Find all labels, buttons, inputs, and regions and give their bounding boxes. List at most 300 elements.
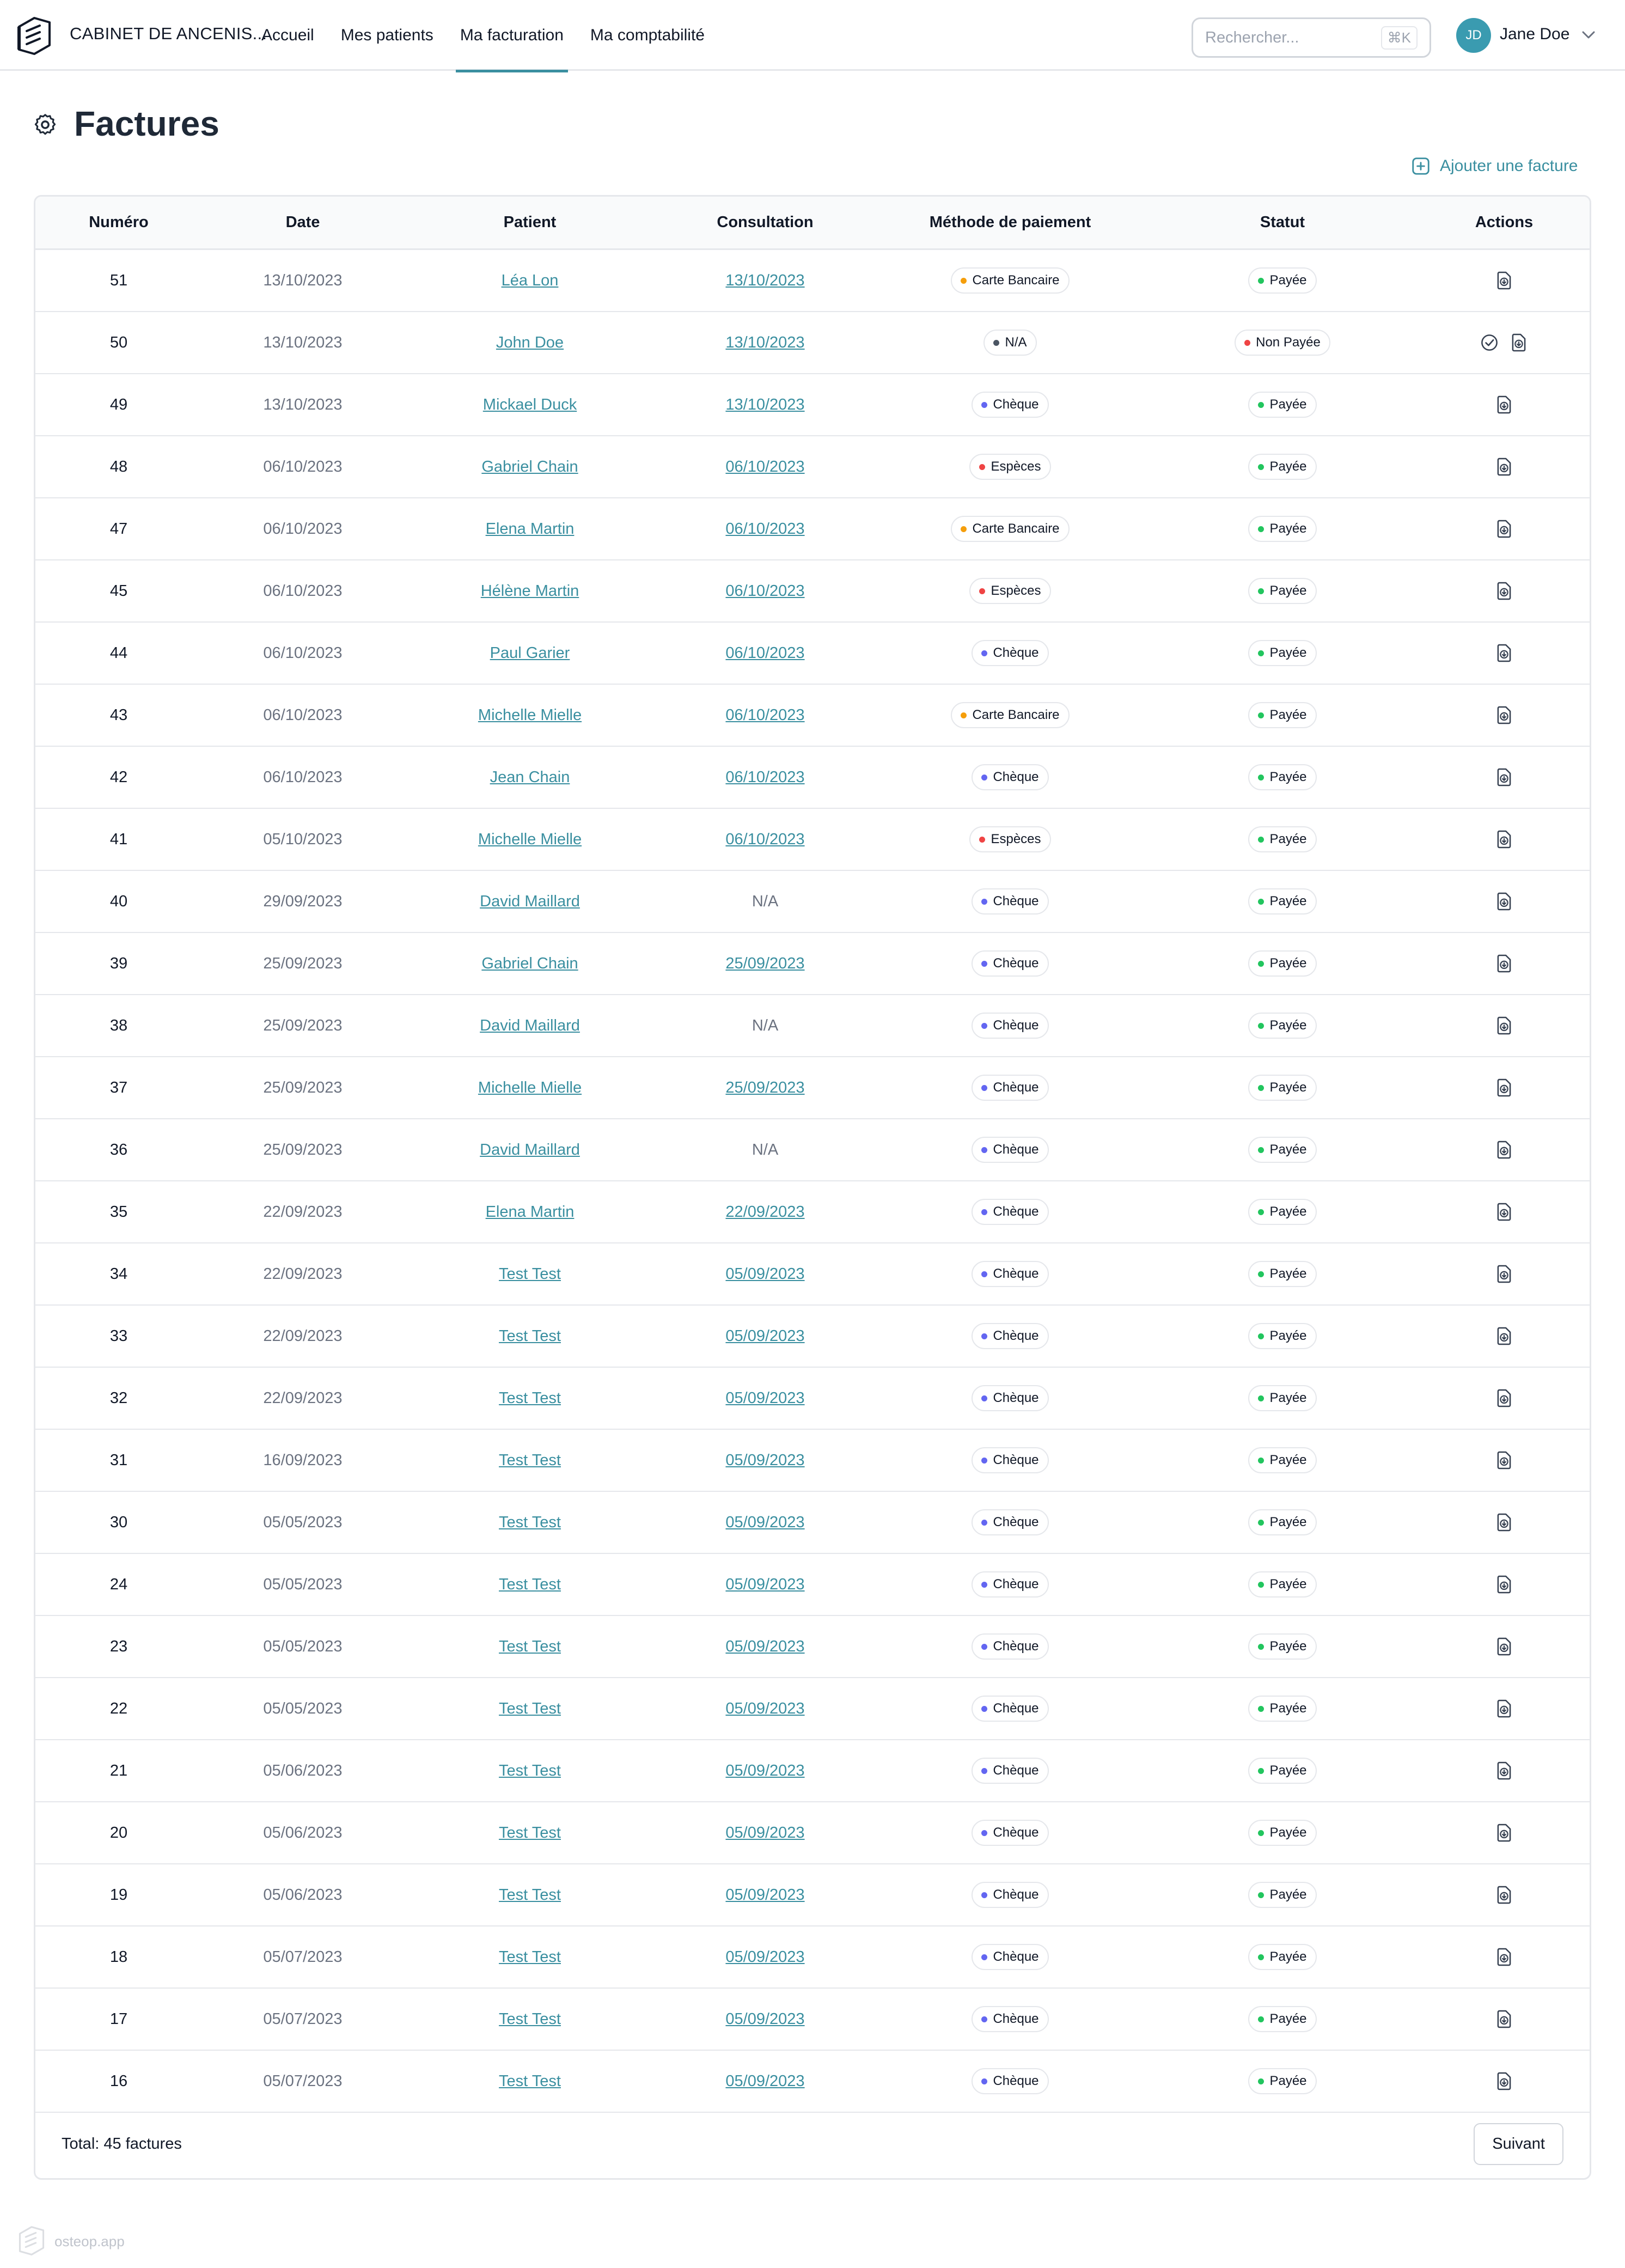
patient-link[interactable]: Léa Lon (501, 271, 559, 289)
patient-link[interactable]: Test Test (499, 1389, 561, 1407)
payment-method-dot (981, 775, 987, 781)
status-badge (1248, 516, 1316, 542)
payment-method-dot (981, 1023, 987, 1029)
actions-cell (1419, 1388, 1590, 1409)
actions-cell (1419, 1512, 1590, 1533)
status-cell (1146, 1261, 1419, 1287)
consultation-link[interactable]: 06/10/2023 (725, 768, 805, 786)
actions-cell (1419, 1450, 1590, 1471)
payment-method-label: Chèque (993, 2074, 1039, 2088)
payment-method-dot (981, 1706, 987, 1712)
payment-method-badge (969, 454, 1050, 480)
patient-link[interactable]: Test Test (499, 1513, 561, 1531)
status-dot (1258, 1395, 1264, 1401)
gear-icon (33, 112, 58, 137)
consultation-link[interactable]: 05/09/2023 (725, 1699, 805, 1717)
status-badge (1248, 1075, 1316, 1101)
payment-method-cell (874, 950, 1146, 977)
file-download-icon[interactable] (1494, 1264, 1514, 1284)
status-label: Payée (1269, 1142, 1307, 1157)
actions-cell (1419, 270, 1590, 291)
nav-ma-facturation[interactable]: Ma facturation (456, 0, 568, 71)
payment-method-cell (874, 1075, 1146, 1101)
invoice-date: 06/10/2023 (263, 644, 343, 662)
patient-link[interactable]: Michelle Mielle (478, 706, 582, 724)
file-download-icon[interactable] (1494, 1326, 1514, 1346)
status-label: Payée (1269, 1577, 1307, 1592)
consultation-cell (656, 334, 874, 352)
patient-cell (404, 458, 656, 476)
file-download-icon[interactable] (1494, 394, 1514, 415)
patient-link[interactable]: Paul Garier (490, 644, 570, 662)
payment-method-cell (874, 1820, 1146, 1846)
file-download-icon[interactable] (1494, 1947, 1514, 1967)
patient-cell (404, 831, 656, 849)
payment-method-cell (874, 1447, 1146, 1473)
status-cell (1146, 1571, 1419, 1598)
payment-method-label: Chèque (993, 1018, 1039, 1033)
file-download-icon[interactable] (1494, 1636, 1514, 1657)
patient-link[interactable]: Test Test (499, 1265, 561, 1283)
payment-method-cell (874, 2068, 1146, 2094)
payment-method-badge (972, 1323, 1048, 1349)
actions-cell (1419, 2071, 1590, 2092)
status-badge (1248, 1323, 1316, 1349)
invoice-date: 05/07/2023 (263, 2072, 343, 2090)
patient-cell (404, 1389, 656, 1407)
consultation-link[interactable]: 05/09/2023 (725, 1761, 805, 1779)
nav-accueil[interactable]: Accueil (261, 26, 314, 44)
file-download-icon[interactable] (1494, 1077, 1514, 1098)
invoice-number: 32 (109, 1389, 128, 1407)
patient-cell (404, 644, 656, 662)
patient-link[interactable]: Test Test (499, 1637, 561, 1655)
search-shortcut-badge: ⌘K (1381, 26, 1418, 50)
payment-method-badge (972, 1820, 1048, 1846)
status-badge (1248, 392, 1316, 418)
status-dot (1258, 2078, 1264, 2084)
file-download-icon[interactable] (1494, 456, 1514, 477)
payment-method-label: Chèque (993, 770, 1039, 784)
patient-link[interactable]: Gabriel Chain (481, 954, 578, 972)
payment-method-label: Espèces (991, 832, 1041, 846)
file-download-icon[interactable] (1494, 270, 1514, 291)
file-download-icon[interactable] (1494, 581, 1514, 601)
col-header-date: Date (285, 214, 320, 231)
status-badge (1248, 764, 1316, 790)
table-row (35, 498, 1590, 560)
actions-cell (1419, 953, 1590, 974)
status-badge (1248, 702, 1316, 728)
patient-cell (404, 955, 656, 973)
status-cell (1146, 1137, 1419, 1163)
status-cell (1146, 2006, 1419, 2032)
patient-link[interactable]: Test Test (499, 2072, 561, 2090)
payment-method-dot (981, 2078, 987, 2084)
payment-method-badge (972, 1013, 1048, 1039)
consultation-link[interactable]: 06/10/2023 (725, 830, 805, 848)
patient-link[interactable]: Michelle Mielle (478, 1078, 582, 1096)
patient-link[interactable]: Test Test (499, 1886, 561, 1904)
invoice-date: 06/10/2023 (263, 520, 343, 538)
payment-method-badge (972, 1758, 1048, 1784)
payment-method-label: Chèque (993, 1887, 1039, 1902)
consultation-link[interactable]: 05/09/2023 (725, 1637, 805, 1655)
table-row (35, 1492, 1590, 1554)
payment-method-badge (972, 1447, 1048, 1473)
status-badge (1248, 1633, 1316, 1660)
payment-method-label: Espèces (991, 583, 1041, 598)
invoice-number: 43 (109, 706, 128, 724)
table-row (35, 933, 1590, 995)
payment-method-dot (993, 340, 999, 346)
status-dot (1258, 464, 1264, 470)
status-label: Payée (1269, 397, 1307, 412)
file-download-icon[interactable] (1494, 1450, 1514, 1471)
status-cell (1146, 516, 1419, 542)
payment-method-dot (981, 1644, 987, 1650)
consultation-link[interactable]: 25/09/2023 (725, 954, 805, 972)
consultation-cell (656, 769, 874, 787)
payment-method-cell (874, 1882, 1146, 1908)
consultation-link[interactable]: 06/10/2023 (725, 644, 805, 662)
consultation-link[interactable]: 06/10/2023 (725, 520, 805, 538)
consultation-cell (656, 396, 874, 414)
consultation-link[interactable]: 13/10/2023 (725, 333, 805, 351)
actions-cell (1419, 519, 1590, 539)
patient-cell (404, 1886, 656, 1904)
status-badge (1248, 826, 1316, 852)
consultation-link[interactable]: 05/09/2023 (725, 1389, 805, 1407)
add-invoice-button[interactable] (1410, 156, 1578, 176)
payment-method-label: Chèque (993, 645, 1039, 660)
invoice-date: 05/05/2023 (263, 1513, 343, 1531)
status-label: Payée (1269, 1391, 1307, 1405)
status-badge (1248, 1261, 1316, 1287)
patient-cell (404, 1514, 656, 1532)
file-download-icon[interactable] (1494, 1885, 1514, 1905)
file-download-icon[interactable] (1494, 1388, 1514, 1409)
patient-link[interactable]: Test Test (499, 1699, 561, 1717)
actions-cell (1419, 1326, 1590, 1346)
consultation-link[interactable]: 13/10/2023 (725, 271, 805, 289)
status-dot (1258, 1209, 1264, 1215)
file-download-icon[interactable] (1494, 1202, 1514, 1222)
payment-method-label: Chèque (993, 1142, 1039, 1157)
payment-method-cell (874, 2006, 1146, 2032)
consultation-link[interactable]: 06/10/2023 (725, 582, 805, 600)
patient-link[interactable]: Test Test (499, 1948, 561, 1966)
consultation-link[interactable]: 13/10/2023 (725, 395, 805, 413)
table-row (35, 685, 1590, 747)
payment-method-badge (972, 1075, 1048, 1101)
payment-method-badge (972, 1261, 1048, 1287)
payment-method-dot (981, 961, 987, 967)
osteop-logo-icon[interactable] (15, 15, 54, 57)
col-header-consultation: Consultation (717, 214, 814, 231)
status-badge (1248, 1696, 1316, 1722)
file-download-icon[interactable] (1494, 1015, 1514, 1036)
patient-link[interactable]: David Maillard (480, 1016, 580, 1034)
consultation-na: N/A (752, 1141, 779, 1159)
actions-cell (1419, 1202, 1590, 1222)
payment-method-label: Chèque (993, 1515, 1039, 1529)
consultation-cell (656, 893, 874, 911)
invoice-date: 05/07/2023 (263, 2010, 343, 2028)
patient-link[interactable]: Elena Martin (485, 1203, 575, 1221)
invoice-date: 06/10/2023 (263, 706, 343, 724)
file-download-icon[interactable] (1494, 891, 1514, 912)
patient-link[interactable]: David Maillard (480, 892, 580, 910)
status-label: Payée (1269, 1949, 1307, 1964)
consultation-cell (656, 1576, 874, 1594)
patient-cell (404, 1017, 656, 1035)
file-download-icon[interactable] (1494, 2071, 1514, 2092)
patient-link[interactable]: Elena Martin (485, 520, 575, 538)
payment-method-dot (981, 1085, 987, 1091)
payment-method-badge (972, 888, 1048, 914)
consultation-cell (656, 1017, 874, 1035)
status-label: Payée (1269, 1453, 1307, 1467)
patient-link[interactable]: Hélène Martin (480, 582, 579, 600)
patient-link[interactable]: Gabriel Chain (481, 458, 578, 475)
payment-method-cell (874, 1509, 1146, 1535)
patient-link[interactable]: Test Test (499, 1327, 561, 1345)
status-label: Payée (1269, 583, 1307, 598)
search-box (1192, 17, 1431, 58)
actions-cell (1419, 581, 1590, 601)
payment-method-label: Chèque (993, 1266, 1039, 1281)
payment-method-badge (972, 1509, 1048, 1535)
patient-link[interactable]: David Maillard (480, 1141, 580, 1159)
table-row (35, 1989, 1590, 2051)
file-download-icon[interactable] (1494, 2009, 1514, 2029)
consultation-cell (656, 1265, 874, 1283)
status-dot (1258, 1768, 1264, 1774)
file-download-icon[interactable] (1494, 1822, 1514, 1843)
table-row (35, 1802, 1590, 1864)
table-row (35, 871, 1590, 933)
status-label: Payée (1269, 1515, 1307, 1529)
consultation-cell (656, 1700, 874, 1718)
status-badge (1248, 1013, 1316, 1039)
status-dot (1258, 1830, 1264, 1836)
payment-method-cell (874, 1385, 1146, 1411)
consultation-na: N/A (752, 892, 779, 910)
invoice-number: 48 (109, 458, 128, 475)
status-cell (1146, 1323, 1419, 1349)
patient-link[interactable]: John Doe (496, 333, 564, 351)
payment-method-badge (972, 2068, 1048, 2094)
status-badge (1248, 1385, 1316, 1411)
file-download-icon[interactable] (1494, 1698, 1514, 1719)
consultation-link[interactable]: 05/09/2023 (725, 1886, 805, 1904)
payment-method-cell (874, 702, 1146, 728)
col-header-numero: Numéro (89, 214, 149, 231)
invoice-number: 50 (109, 333, 128, 351)
nav-mes-patients[interactable]: Mes patients (340, 26, 433, 44)
file-download-icon[interactable] (1494, 953, 1514, 974)
status-cell (1146, 330, 1419, 356)
status-label: Payée (1269, 894, 1307, 909)
payment-method-cell (874, 888, 1146, 914)
patient-link[interactable]: Mickael Duck (482, 395, 577, 413)
status-cell (1146, 1758, 1419, 1784)
payment-method-dot (981, 1830, 987, 1836)
consultation-cell (656, 272, 874, 290)
status-dot (1258, 1333, 1264, 1339)
payment-method-cell (874, 1944, 1146, 1970)
status-label: Payée (1269, 1266, 1307, 1281)
actions-cell (1419, 705, 1590, 725)
file-download-icon[interactable] (1494, 1512, 1514, 1533)
consultation-link[interactable]: 05/09/2023 (725, 2072, 805, 2090)
invoice-date: 05/05/2023 (263, 1575, 343, 1593)
table-row (35, 560, 1590, 623)
payment-method-dot (979, 464, 985, 470)
patient-link[interactable]: Test Test (499, 1451, 561, 1469)
status-dot (1258, 1271, 1264, 1277)
status-label: Payée (1269, 1763, 1307, 1778)
invoice-number: 17 (109, 2010, 128, 2028)
consultation-cell (656, 2072, 874, 2090)
consultation-cell (656, 1079, 874, 1097)
patient-link[interactable]: Test Test (499, 2010, 561, 2028)
consultation-link[interactable]: 06/10/2023 (725, 458, 805, 475)
chevron-down-icon[interactable] (1580, 28, 1597, 41)
status-dot (1258, 775, 1264, 781)
plus-square-icon (1410, 156, 1431, 176)
invoice-number: 35 (109, 1203, 128, 1221)
consultation-link[interactable]: 05/09/2023 (725, 1575, 805, 1593)
file-download-icon[interactable] (1494, 519, 1514, 539)
file-download-icon[interactable] (1494, 767, 1514, 788)
payment-method-label: Chèque (993, 397, 1039, 412)
actions-cell (1419, 643, 1590, 663)
payment-method-cell (874, 1571, 1146, 1598)
patient-cell (404, 1327, 656, 1345)
search-input[interactable] (1205, 29, 1381, 47)
patient-link[interactable]: Test Test (499, 1824, 561, 1842)
table-row (35, 1368, 1590, 1430)
consultation-link[interactable]: 22/09/2023 (725, 1203, 805, 1221)
patient-cell (404, 396, 656, 414)
status-cell (1146, 702, 1419, 728)
consultation-cell (656, 1327, 874, 1345)
status-cell (1146, 1944, 1419, 1970)
col-header-methode: Méthode de paiement (929, 214, 1091, 231)
payment-method-cell (874, 1137, 1146, 1163)
footer-brand: osteop.app (54, 2233, 125, 2249)
payment-method-dot (981, 1768, 987, 1774)
status-label: Payée (1269, 459, 1307, 474)
consultation-link[interactable]: 06/10/2023 (725, 706, 805, 724)
file-download-icon[interactable] (1494, 705, 1514, 725)
payment-method-badge (972, 1633, 1048, 1660)
consultation-cell (656, 1762, 874, 1780)
actions-cell (1419, 1015, 1590, 1036)
consultation-cell (656, 1203, 874, 1221)
payment-method-dot (981, 1333, 987, 1339)
actions-cell (1419, 1077, 1590, 1098)
next-page-button[interactable]: Suivant (1474, 2123, 1563, 2165)
patient-link[interactable]: Jean Chain (490, 768, 570, 786)
invoice-number: 40 (109, 892, 128, 910)
status-dot (1258, 2016, 1264, 2022)
total-count: Total: 45 factures (62, 2135, 182, 2153)
consultation-link[interactable]: 05/09/2023 (725, 2010, 805, 2028)
consultation-link[interactable]: 25/09/2023 (725, 1078, 805, 1096)
actions-cell (1419, 1947, 1590, 1967)
payment-method-label: Chèque (993, 1949, 1039, 1964)
invoice-number: 24 (109, 1575, 128, 1593)
nav-ma-comptabilite[interactable]: Ma comptabilité (590, 26, 705, 44)
avatar[interactable]: JD (1456, 18, 1491, 53)
status-badge (1248, 950, 1316, 977)
consultation-cell (656, 520, 874, 538)
payment-method-cell (874, 516, 1146, 542)
patient-link[interactable]: Test Test (499, 1761, 561, 1779)
check-circle-icon[interactable] (1479, 332, 1500, 353)
consultation-link[interactable]: 05/09/2023 (725, 1513, 805, 1531)
status-badge (1248, 1944, 1316, 1970)
file-download-icon[interactable] (1508, 332, 1529, 353)
patient-link[interactable]: Michelle Mielle (478, 830, 582, 848)
patient-link[interactable]: Test Test (499, 1575, 561, 1593)
consultation-link[interactable]: 05/09/2023 (725, 1265, 805, 1283)
payment-method-label: Chèque (993, 1577, 1039, 1592)
table-row (35, 1430, 1590, 1492)
invoice-date: 22/09/2023 (263, 1265, 343, 1283)
consultation-link[interactable]: 05/09/2023 (725, 1451, 805, 1469)
file-download-icon[interactable] (1494, 1574, 1514, 1595)
invoice-date: 16/09/2023 (263, 1451, 343, 1469)
consultation-link[interactable]: 05/09/2023 (725, 1948, 805, 1966)
file-download-icon[interactable] (1494, 1139, 1514, 1160)
invoice-number: 41 (109, 830, 128, 848)
table-row (35, 1926, 1590, 1989)
actions-cell (1419, 332, 1590, 353)
patient-cell (404, 1824, 656, 1842)
payment-method-dot (981, 650, 987, 656)
cabinet-name[interactable]: CABINET DE ANCENIS... (70, 24, 267, 43)
consultation-link[interactable]: 05/09/2023 (725, 1327, 805, 1345)
file-download-icon[interactable] (1494, 829, 1514, 850)
file-download-icon[interactable] (1494, 643, 1514, 663)
invoice-date: 06/10/2023 (263, 458, 343, 475)
payment-method-label: Carte Bancaire (972, 273, 1060, 288)
invoice-date: 05/05/2023 (263, 1637, 343, 1655)
table-row (35, 1119, 1590, 1181)
user-name[interactable]: Jane Doe (1500, 25, 1570, 43)
status-cell (1146, 826, 1419, 852)
payment-method-dot (981, 1954, 987, 1960)
payment-method-badge (972, 764, 1048, 790)
payment-method-label: Chèque (993, 1701, 1039, 1716)
payment-method-badge (972, 950, 1048, 977)
consultation-link[interactable]: 05/09/2023 (725, 1824, 805, 1842)
payment-method-cell (874, 454, 1146, 480)
table-row (35, 1306, 1590, 1368)
status-label: Payée (1269, 1080, 1307, 1095)
status-dot (1258, 278, 1264, 284)
file-download-icon[interactable] (1494, 1760, 1514, 1781)
status-cell (1146, 454, 1419, 480)
status-badge (1248, 1758, 1316, 1784)
consultation-cell (656, 1948, 874, 1966)
patient-cell (404, 1762, 656, 1780)
status-label: Payée (1269, 1328, 1307, 1343)
